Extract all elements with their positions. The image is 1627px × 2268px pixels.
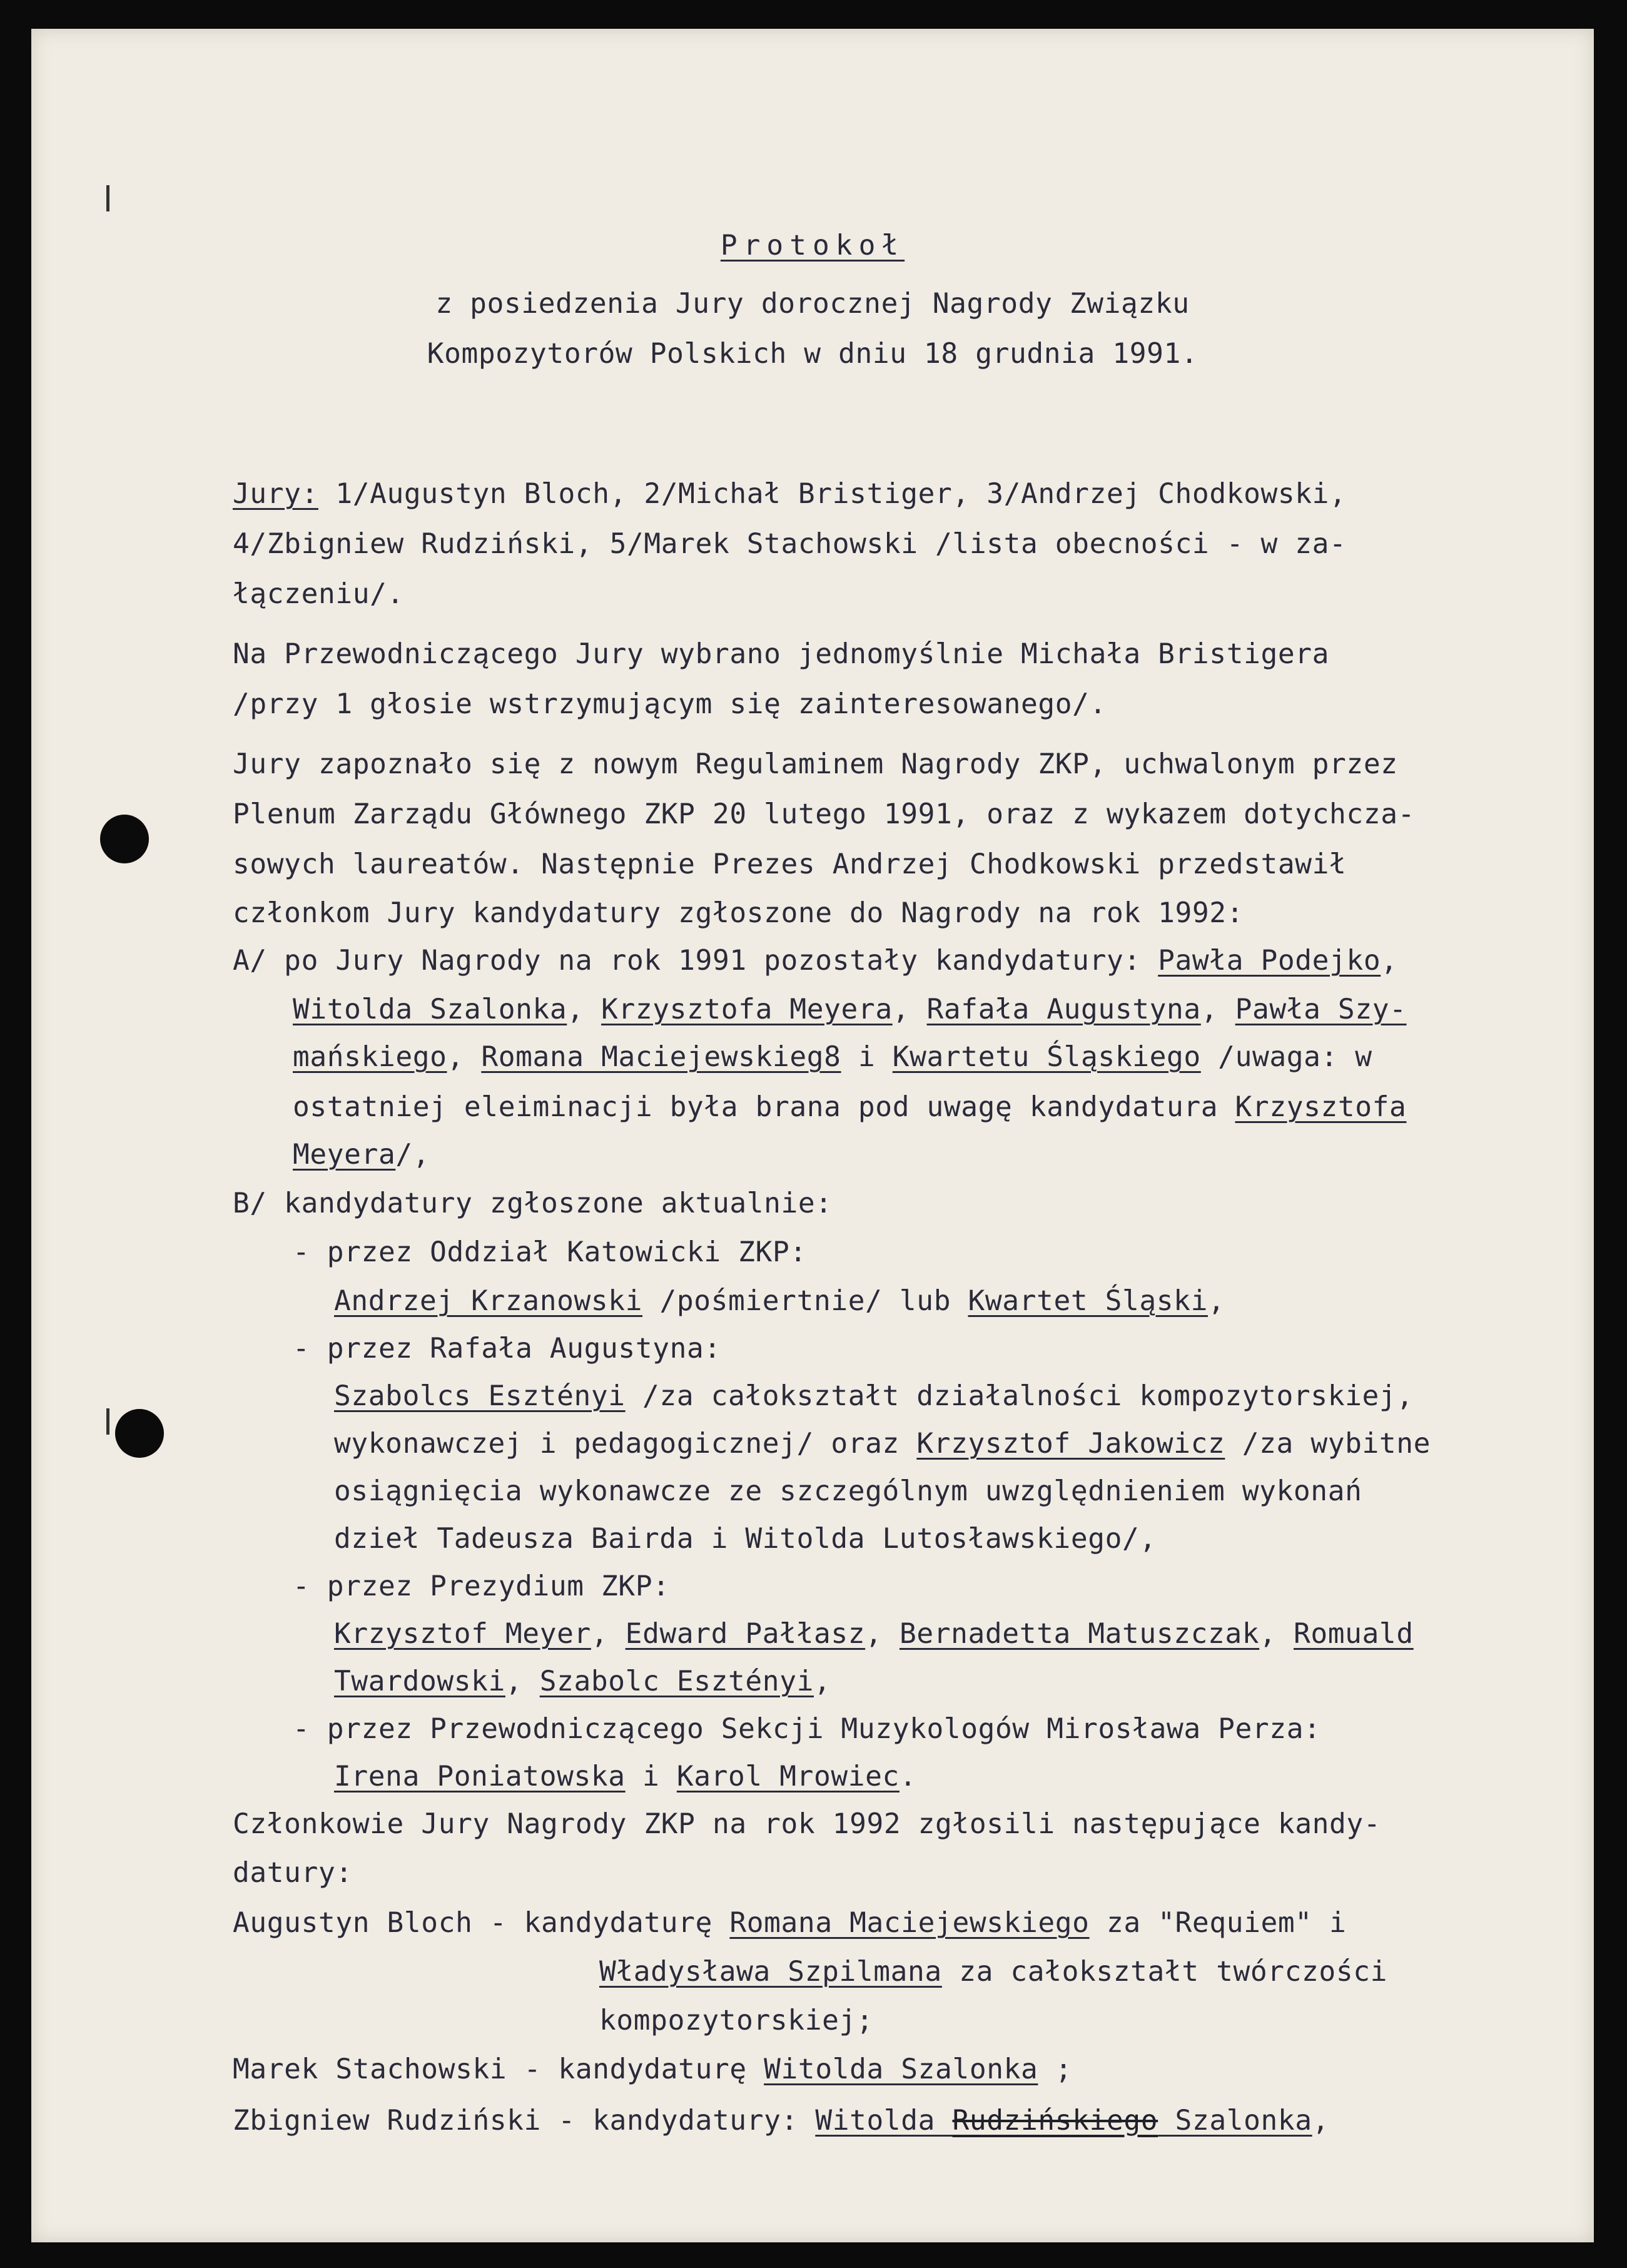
paragraph-line: Na Przewodniczącego Jury wybrano jednomyślnie Michała Bristigera <box>233 638 1330 670</box>
candidate-line <box>334 1758 916 1796</box>
text: , <box>1200 994 1235 1025</box>
text: , <box>590 1618 626 1650</box>
punch-mark <box>106 185 109 211</box>
candidate-line <box>334 1425 1431 1463</box>
text: , <box>567 994 602 1025</box>
text: , <box>892 994 927 1025</box>
member-proposal <box>233 1904 1346 1942</box>
text: , <box>1381 945 1398 977</box>
text: , <box>1312 2105 1330 2137</box>
candidate-name: Pawła Szy- <box>1235 994 1407 1025</box>
candidate-name: Szalonka <box>1158 2105 1312 2137</box>
struck-text: Rudzińskiego <box>952 2105 1158 2137</box>
paragraph-line: członkom Jury kandydatury zgłoszone do Nagrody na rok 1992: <box>233 897 1244 929</box>
candidate-name: Romana Maciejewskiego <box>729 1907 1090 1939</box>
section-a-line <box>293 1039 1372 1076</box>
text: Marek Stachowski - kandydaturę <box>233 2053 764 2085</box>
candidate-name: Szabolc Esztényi <box>539 1665 814 1697</box>
member-proposal <box>599 1953 1387 1991</box>
jury-members: 1/Augustyn Bloch, 2/Michał Bristiger, 3/Andrzej Chodkowski, <box>318 478 1347 510</box>
text: . <box>899 1761 917 1793</box>
section-a-line <box>293 991 1407 1029</box>
text: /uwaga: w <box>1200 1041 1372 1073</box>
paragraph-line: Plenum Zarządu Głównego ZKP 20 lutego 1991, oraz z wykazem dotychcza- <box>233 798 1415 830</box>
jury-line: łączeniu/. <box>233 578 404 610</box>
text: Zbigniew Rudziński - kandydatury: <box>233 2105 816 2137</box>
section-a-line <box>293 1136 430 1174</box>
text: /za wybitne <box>1225 1428 1431 1460</box>
member-proposal <box>233 2051 1072 2088</box>
paragraph-line: /przy 1 głosie wstrzymującym się zainteresowanego/. <box>233 688 1107 720</box>
candidate-line <box>334 1378 1414 1415</box>
candidate-name: Kwartetu Śląskiego <box>892 1041 1201 1073</box>
text: /, <box>395 1139 430 1171</box>
proposer-label: - przez Prezydium ZKP: <box>293 1570 670 1602</box>
section-b-heading: B/ kandydatury zgłoszone aktualnie: <box>233 1187 833 1219</box>
text: ; <box>1038 2053 1073 2085</box>
candidate-name: Krzysztof Meyer <box>334 1618 591 1650</box>
member-name: Augustyn Bloch <box>233 1907 473 1939</box>
text: za całokształt twórczości <box>941 1956 1388 1988</box>
candidate-name: Witolda Szalonka <box>764 2053 1038 2085</box>
punch-hole-top <box>100 815 149 863</box>
candidate-name: Kwartet Śląski <box>968 1285 1208 1317</box>
text: , <box>813 1665 831 1697</box>
proposer-label: - przez Rafała Augustyna: <box>293 1333 721 1365</box>
candidate-name: mańskiego <box>293 1041 447 1073</box>
candidate-line <box>334 1663 831 1701</box>
proposer-label: - przez Przewodniczącego Sekcji Muzykologów Mirosława Perza: <box>293 1713 1321 1745</box>
jury-line: 4/Zbigniew Rudziński, 5/Marek Stachowski /lista obecności - w za- <box>233 528 1347 560</box>
text: , <box>447 1041 482 1073</box>
paragraph-line: Jury zapoznało się z nowym Regulaminem Nagrody ZKP, uchwalonym przez <box>233 748 1398 780</box>
text: /pośmiertnie/ lub <box>642 1285 968 1317</box>
proposer-label: - przez Oddział Katowicki ZKP: <box>293 1236 807 1268</box>
document-page <box>31 29 1594 2242</box>
candidate-line <box>334 1283 1225 1320</box>
candidate-name: Romuald <box>1293 1618 1414 1650</box>
candidate-name: Bernadetta Matuszczak <box>899 1618 1260 1650</box>
paragraph-line: datury: <box>233 1857 353 1889</box>
text: /za całokształt działalności kompozytorskiej, <box>625 1380 1414 1412</box>
paragraph-line: Członkowie Jury Nagrody ZKP na rok 1992 zgłosili następujące kandy- <box>233 1808 1381 1840</box>
subtitle-line: Kompozytorów Polskich w dniu 18 grudnia 1991. <box>427 338 1199 370</box>
text: ostatniej eleiminacji była brana pod uwagę kandydatura <box>293 1091 1235 1123</box>
text: wykonawczej i pedagogicznej/ oraz <box>334 1428 917 1460</box>
candidate-name: Rafała Augustyna <box>926 994 1201 1025</box>
candidate-name: Krzysztofa <box>1235 1091 1407 1123</box>
member-proposal <box>233 2102 1329 2140</box>
text: - kandydaturę <box>472 1907 730 1939</box>
member-proposal: kompozytorskiej; <box>599 2005 874 2037</box>
jury-line <box>233 475 1346 513</box>
text: za "Requiem" i <box>1089 1907 1347 1939</box>
text: A/ po Jury Nagrody na rok 1991 pozostały kandydatury: <box>233 945 1158 977</box>
candidate-name: Andrzej Krzanowski <box>334 1285 643 1317</box>
jury-label: Jury: <box>233 478 318 510</box>
candidate-name: Szabolcs Esztényi <box>334 1380 626 1412</box>
candidate-name: Władysława Szpilmana <box>599 1956 942 1988</box>
section-a-line <box>293 1089 1406 1126</box>
text: , <box>1259 1618 1294 1650</box>
text: , <box>865 1618 900 1650</box>
candidate-line <box>334 1615 1414 1653</box>
candidate-name: Witolda Szalonka <box>293 994 567 1025</box>
candidate-name: Edward Pałłasz <box>625 1618 866 1650</box>
text: , <box>505 1665 540 1697</box>
page-title: Protokoł <box>720 230 905 262</box>
punch-hole-bottom <box>115 1409 164 1458</box>
section-a-line <box>233 942 1398 980</box>
candidate-name: Twardowski <box>334 1665 505 1697</box>
candidate-line: osiągnięcia wykonawcze ze szczególnym uwzględnieniem wykonań <box>334 1475 1362 1507</box>
text: i <box>625 1761 677 1793</box>
candidate-line: dzieł Tadeusza Bairda i Witolda Lutosławskiego/, <box>334 1523 1157 1555</box>
text: , <box>1207 1285 1225 1317</box>
candidate-name: Krzysztof Jakowicz <box>916 1428 1225 1460</box>
candidate-name: Meyera <box>293 1139 396 1171</box>
text: i <box>841 1041 893 1073</box>
paragraph-line: sowych laureatów. Następnie Prezes Andrzej Chodkowski przedstawił <box>233 848 1347 880</box>
punch-mark <box>106 1408 109 1435</box>
candidate-name: Krzysztofa Meyera <box>601 994 893 1025</box>
subtitle-line: z posiedzenia Jury dorocznej Nagrody Związku <box>435 288 1190 320</box>
candidate-name: Pawła Podejko <box>1158 945 1381 977</box>
candidate-name: Irena Poniatowska <box>334 1761 626 1793</box>
candidate-name: Karol Mrowiec <box>676 1761 900 1793</box>
candidate-name: Witolda <box>815 2105 953 2137</box>
candidate-name: Romana Maciejewskieg8 <box>481 1041 841 1073</box>
